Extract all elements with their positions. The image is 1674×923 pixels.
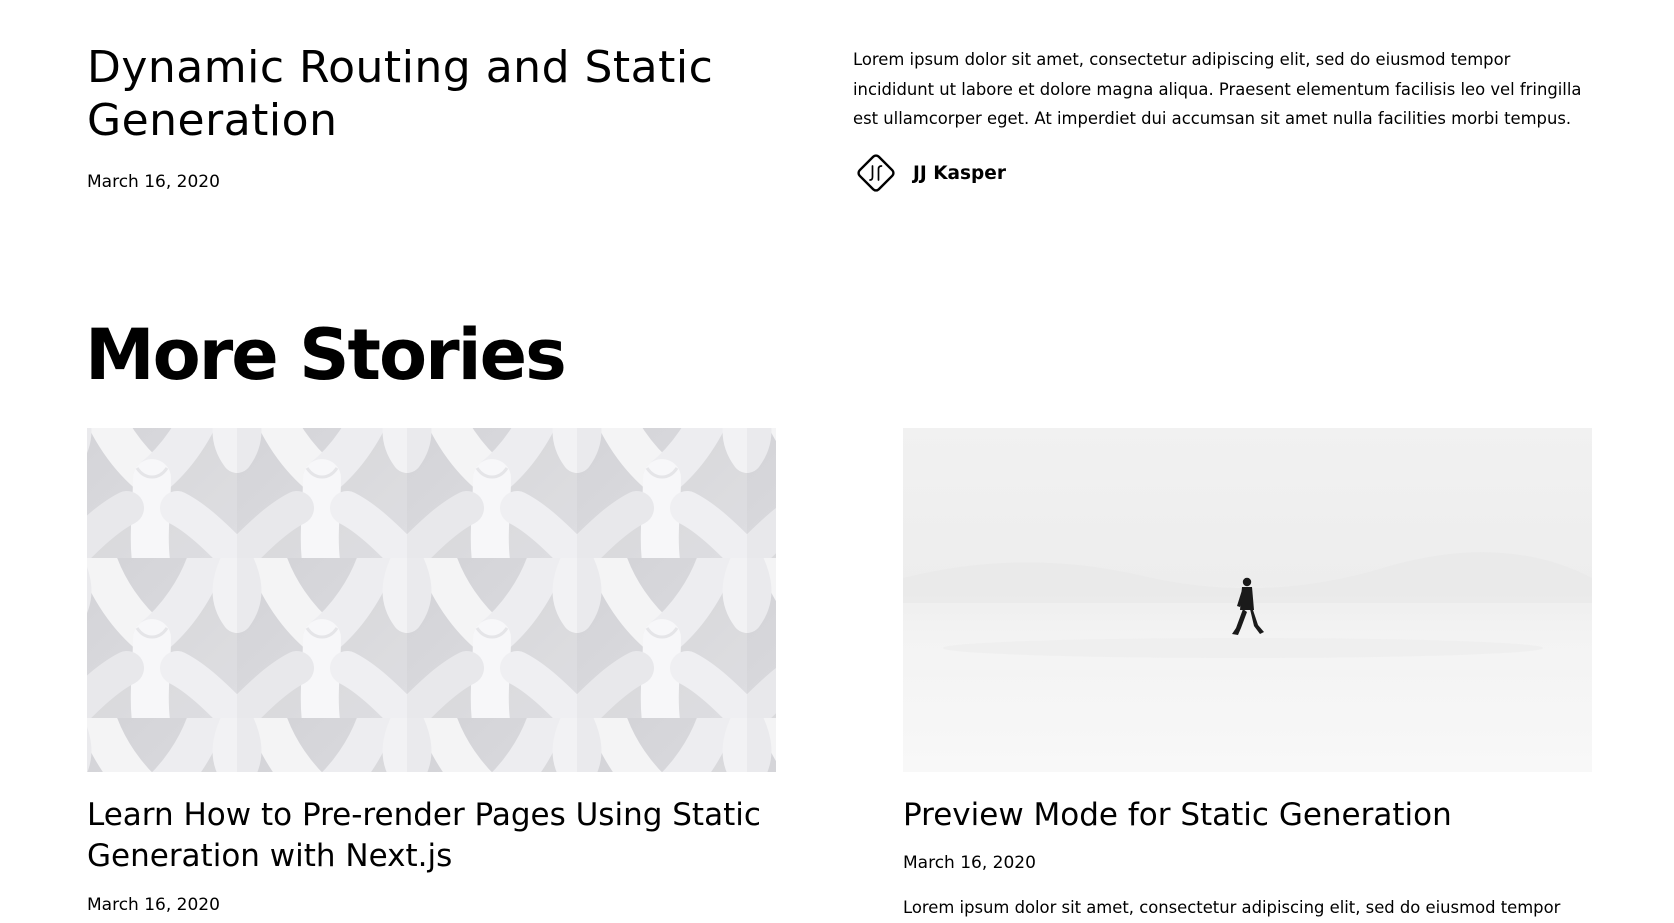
hero-post-author: [853, 148, 1006, 198]
hero-post-excerpt: Lorem ipsum dolor sit amet, consectetur adipiscing elit, sed do eiusmod tempor incididunt ut labore et dolore magna aliqua. Praesent elementum facilisis leo vel fringilla est ullamcorper eget. At imperdiet dui accumsan sit amet nulla facilities morbi tempus.: [853, 50, 1582, 128]
hero-post-date: March 16, 2020: [87, 172, 220, 192]
post-card-date: March 16, 2020: [903, 853, 1036, 873]
post-card-date: March 16, 2020: [87, 895, 220, 915]
author-name[interactable]: JJ Kasper: [913, 162, 1006, 184]
person-walking-in-snow-image[interactable]: [903, 428, 1592, 772]
post-card-excerpt: Lorem ipsum dolor sit amet, consectetur adipiscing elit, sed do eiusmod tempor: [903, 898, 1561, 917]
more-stories-heading: More Stories: [85, 314, 565, 396]
jj-monogram-diamond-icon: [853, 150, 899, 196]
white-woven-pattern-image[interactable]: [87, 428, 776, 772]
hero-post-title[interactable]: Dynamic Routing and Static Generation: [87, 42, 714, 146]
post-card-title[interactable]: Learn How to Pre-render Pages Using Static Generation with Next.js: [87, 797, 761, 874]
post-card-title[interactable]: Preview Mode for Static Generation: [903, 797, 1452, 833]
